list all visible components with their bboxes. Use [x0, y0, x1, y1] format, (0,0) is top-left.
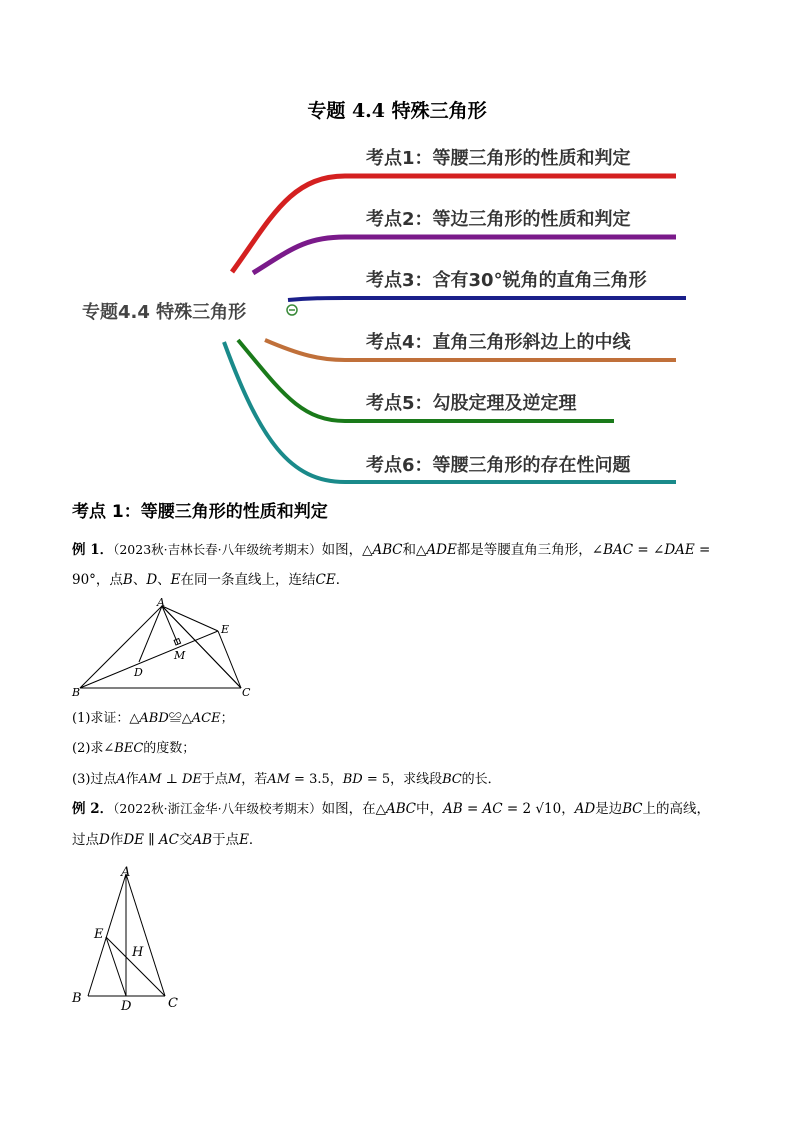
mind-map-root: 专题4.4 特殊三角形 — [82, 302, 247, 323]
branch-label-4: 考点4：直角三角形斜边上的中线 — [366, 332, 631, 353]
example2-figure — [68, 862, 188, 1014]
branch-line-3 — [288, 298, 686, 300]
fig1-label-A: A — [157, 596, 165, 609]
example1-question2: (2)求∠𝐵𝐸𝐶的度数； — [72, 741, 196, 756]
fig2-label-E: E — [94, 927, 104, 942]
minus-circle-icon[interactable] — [287, 305, 297, 315]
branch-label-1: 考点1：等腰三角形的性质和判定 — [366, 148, 631, 169]
branch-label-5: 考点5：勾股定理及逆定理 — [366, 393, 577, 414]
fig1-label-D: D — [134, 666, 143, 679]
example1-label: 例 1． — [72, 542, 114, 558]
fig2-label-B: B — [72, 991, 82, 1006]
branch-label-2: 考点2：等边三角形的性质和判定 — [366, 209, 631, 230]
example1-source: （2023秋·吉林长春·八年级统考期末） — [113, 542, 322, 557]
example1-figure — [70, 596, 260, 700]
fig1-label-C: C — [242, 686, 251, 699]
example1-question1: (1)求证：△𝐴𝐵𝐷≌△𝐴𝐶𝐸； — [72, 711, 234, 726]
example2-text1: 如图，在△𝐴𝐵𝐶中，𝐴𝐵 = 𝐴𝐶 = 2 √10，𝐴𝐷是边𝐵𝐶上的高线， — [321, 801, 711, 817]
branch-label-6: 考点6：等腰三角形的存在性问题 — [366, 455, 631, 476]
example2-source: （2022秋·浙江金华·八年级校考期末） — [113, 801, 322, 816]
example2-label: 例 2． — [72, 801, 114, 817]
fig1-label-M: M — [174, 649, 186, 662]
branch-label-3: 考点3：含有30°锐角的直角三角形 — [366, 270, 647, 291]
fig2-label-C: C — [168, 996, 178, 1011]
fig2-label-H: H — [132, 945, 144, 960]
mind-map — [0, 0, 794, 500]
example1-question3: (3)过点𝐴作𝐴𝑀 ⊥ 𝐷𝐸于点𝑀，若𝐴𝑀 = 3.5，𝐵𝐷 = 5，求线段𝐵𝐶的长． — [72, 772, 501, 787]
page-title: 专题 4.4 特殊三角形 — [307, 100, 487, 122]
fig2-label-D: D — [121, 999, 132, 1014]
section-heading: 考点 1：等腰三角形的性质和判定 — [72, 502, 328, 522]
fig1-label-E: E — [221, 623, 230, 636]
fig1-label-B: B — [72, 686, 81, 699]
example1-line1 — [72, 540, 710, 560]
example1-text1: 如图，△𝐴𝐵𝐶和△𝐴𝐷𝐸都是等腰直角三角形，∠𝐵𝐴𝐶 = ∠𝐷𝐴𝐸 = — [321, 542, 711, 558]
mind-map-connectors — [0, 0, 794, 500]
fig2-label-A: A — [121, 865, 131, 880]
example2-line2: 过点𝐷作𝐷𝐸 ∥ 𝐴𝐶交𝐴𝐵于点𝐸． — [72, 832, 263, 848]
example2-line1 — [72, 799, 710, 819]
example1-line2: 90°，点𝐵、𝐷、𝐸在同一条直线上，连结𝐶𝐸． — [72, 572, 350, 588]
